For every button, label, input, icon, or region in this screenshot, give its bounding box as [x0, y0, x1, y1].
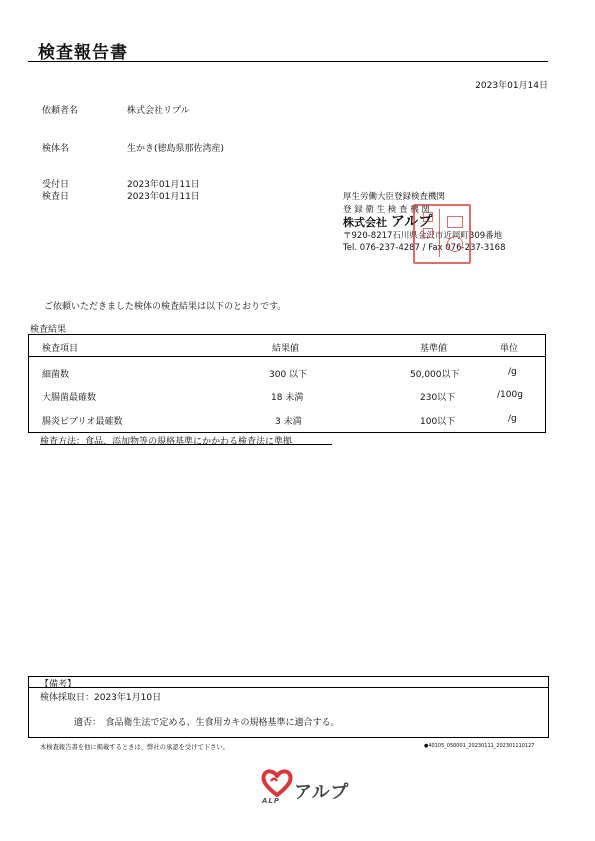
company-seal-stamp: [413, 204, 471, 264]
header-item: 検査項目: [42, 344, 79, 354]
results-header-divider: [28, 356, 546, 357]
publication-notice: 本検査報告書を他に掲載するときは、弊社の承認を受けて下さい。: [40, 744, 229, 751]
client-label: 依頼者名: [42, 106, 79, 116]
row-2-result: 18 未満: [271, 393, 304, 403]
row-2-item: 大腸菌最確数: [42, 393, 97, 403]
test-method: 検査方法：食品、添加物等の規格基準にかかわる検査法に準拠: [40, 437, 293, 447]
row-3-result: 3 未満: [275, 417, 302, 427]
lab-registration-2: 登 録 衛 生 検 査 機 関: [343, 204, 430, 215]
row-3-item: 腸炎ビブリオ最確数: [42, 417, 123, 427]
lab-registration-1: 厚生労働大臣登録検査機関: [343, 192, 446, 202]
document-code: ●40105_050001_20230111_202301110127: [424, 743, 535, 749]
title-underline: [28, 61, 548, 62]
remarks-box: [28, 676, 549, 738]
row-2-standard: 230以下: [420, 393, 456, 403]
results-section-title: 検査結果: [30, 325, 67, 335]
header-result: 結果値: [272, 344, 300, 354]
client-value: 株式会社リプル: [127, 106, 190, 116]
remarks-header: 【備考】: [40, 680, 77, 690]
test-method-underline: [40, 444, 332, 445]
logo-sub-wordmark: ALP: [262, 797, 281, 805]
sampling-date: 検体採取日：2023年1月10日: [40, 693, 162, 703]
row-2-unit: /100g: [497, 390, 523, 400]
row-1-item: 細菌数: [42, 370, 70, 380]
intro-text: ご依頼いただきました検体の検査結果は以下のとおりです。: [44, 302, 287, 312]
tested-value: 2023年01月11日: [127, 192, 200, 202]
received-label: 受付日: [42, 180, 70, 190]
header-standard: 基準値: [420, 344, 448, 354]
report-date: 2023年01月14日: [475, 81, 548, 91]
header-unit: 単位: [500, 344, 519, 354]
row-1-result: 300 以下: [269, 370, 308, 380]
lab-address: 〒920-8217石川県金沢市近岡町309番地: [343, 230, 503, 241]
row-1-unit: /g: [508, 367, 517, 377]
lab-name-kana: アルプ: [390, 214, 433, 230]
remarks-header-divider: [28, 687, 549, 688]
report-title: 検査報告書: [38, 43, 128, 63]
lab-name-prefix: 株式会社: [343, 216, 387, 229]
sample-label: 検体名: [42, 144, 70, 154]
row-1-standard: 50,000以下: [410, 370, 460, 380]
row-3-standard: 100以下: [420, 417, 456, 427]
tested-label: 検査日: [42, 192, 70, 202]
logo-wordmark: アルプ: [294, 782, 349, 803]
received-value: 2023年01月11日: [127, 180, 200, 190]
lab-phone: Tel. 076-237-4287 / Fax 076-237-3168: [343, 243, 506, 253]
row-3-unit: /g: [508, 414, 517, 424]
sample-value: 生かき(徳島県那佐湾産): [127, 144, 225, 154]
heart-logo-icon: [260, 768, 294, 798]
compliance-note: 適否： 食品衛生法で定める、生食用カキの規格基準に適合する。: [74, 718, 340, 728]
